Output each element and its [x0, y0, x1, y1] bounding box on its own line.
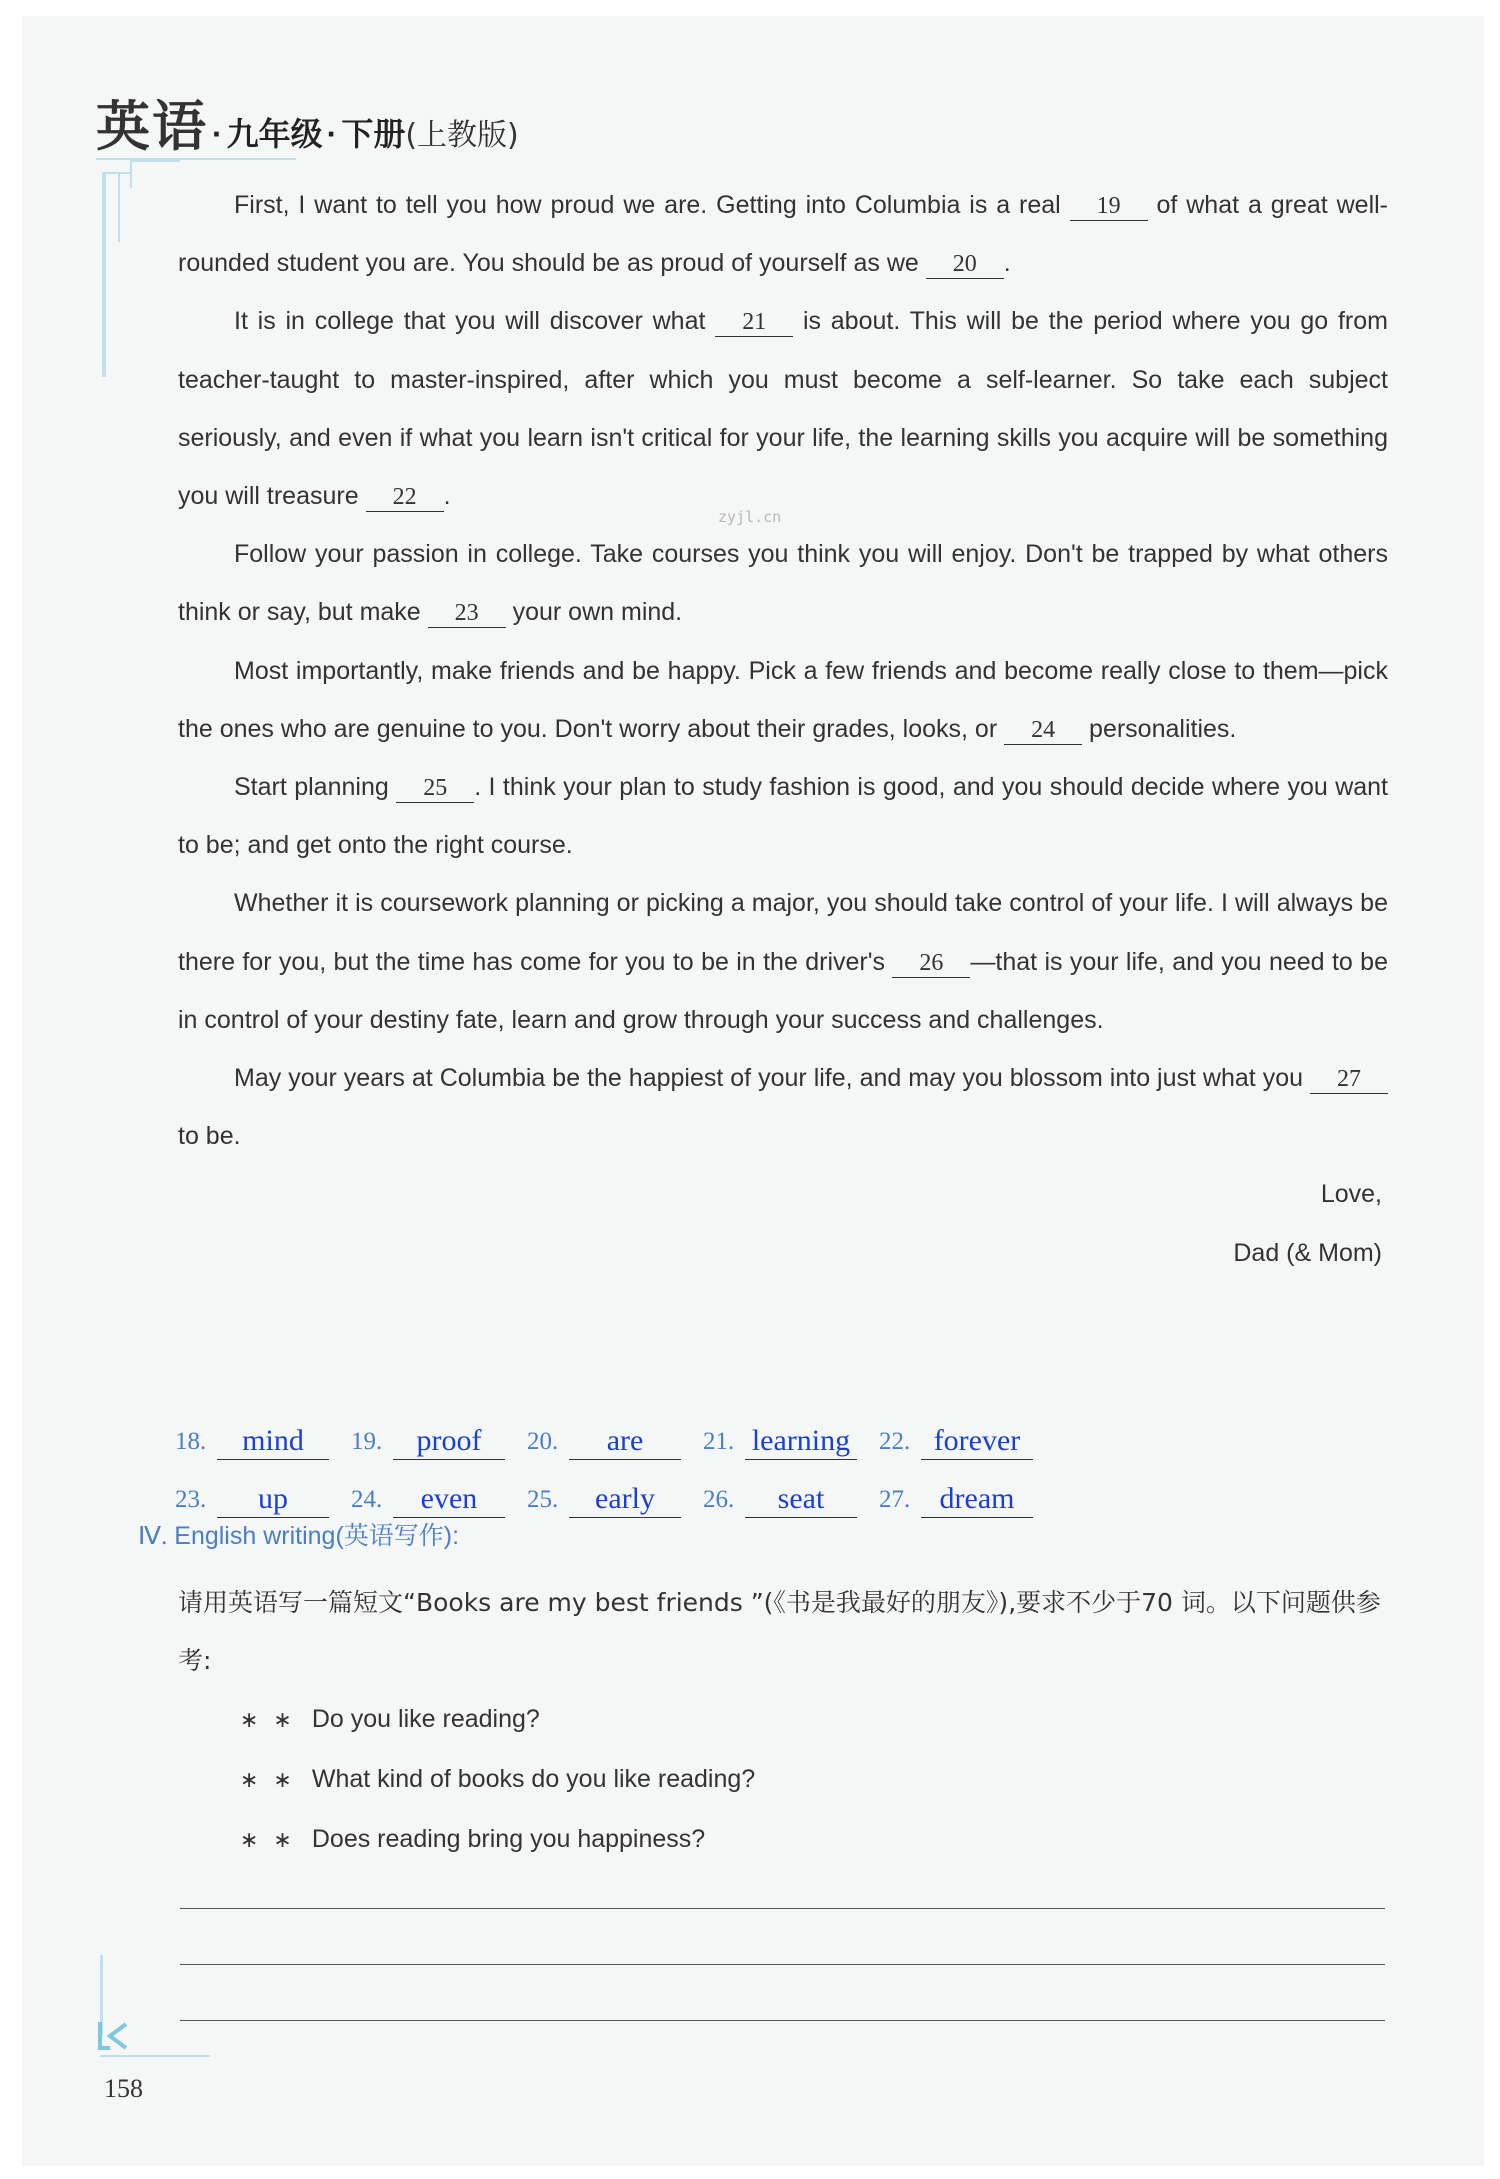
writing-line [180, 1908, 1385, 1909]
answer-row [175, 1460, 1075, 1518]
answer-word: are [569, 1423, 681, 1460]
subject-title: 英语 [96, 95, 208, 158]
blank-23: 23 [428, 599, 506, 628]
paragraph-text: is about. This will be the period where you go from teacher-taught to master-inspired, after which you must become a self-learner. So take each subject seriously, and even if what you learn isn't critical for your life, the learning skills you acquire will be something you will treasure [178, 307, 1388, 511]
answer-item [175, 1481, 351, 1518]
answer-word: proof [393, 1423, 505, 1460]
book-header [96, 84, 519, 158]
paragraph-text: your own mind. [505, 598, 683, 627]
paragraph [178, 1049, 1388, 1165]
paragraph-text: to be. [178, 1122, 241, 1151]
answer-word: dream [921, 1481, 1033, 1518]
asterisk-bullet: ∗ ∗ [240, 1828, 296, 1853]
answer-number: 24. [351, 1486, 383, 1513]
separator-dot: · [326, 116, 338, 152]
page-number: 158 [104, 2074, 143, 2103]
letter-closing: Love, [1320, 1180, 1382, 1209]
paragraph-text: . I think your plan to study fashion is good, and you should decide where you want to be; and get onto the right course. [178, 773, 1388, 860]
section-heading [138, 1516, 459, 1552]
answer-word: seat [745, 1481, 857, 1518]
edition-label: (上教版) [405, 118, 519, 153]
answer-item [879, 1423, 1055, 1460]
paragraph-text: Most importantly, make friends and be happy. Pick a few friends and become really close to them—pick the ones who are genuine to you. Don't worry about their grades, looks, or [178, 656, 1388, 743]
letter-signature: Dad (& Mom) [1233, 1238, 1382, 1267]
decorative-line [102, 172, 132, 174]
answer-word: mind [217, 1423, 329, 1460]
answer-number: 20. [527, 1428, 559, 1455]
paragraph [178, 758, 1388, 874]
separator-dot: · [212, 116, 223, 152]
question-item [240, 1810, 755, 1870]
paragraph [178, 642, 1388, 758]
paragraph-text: personalities. [1082, 714, 1237, 743]
section-title: English writing(英语写作): [167, 1522, 460, 1550]
answer-item [351, 1423, 527, 1460]
question-text: What kind of books do you like reading? [311, 1765, 756, 1793]
paragraph-text: —that is your life, and you need to be in control of your destiny fate, learn and grow through your success and challenges. [178, 947, 1388, 1034]
decorative-line [102, 172, 106, 377]
blank-22: 22 [366, 483, 444, 512]
watermark: zyjl.cn [718, 508, 782, 526]
section-number: Ⅳ. [138, 1523, 168, 1550]
paragraph-text: Whether it is coursework planning or picking a major, you should take control of your life. I will always be there for you, but the time has come for you to be in the driver's [178, 889, 1388, 976]
answer-item [527, 1481, 703, 1518]
answer-item [175, 1423, 351, 1460]
blank-24: 24 [1004, 716, 1082, 745]
blank-25: 25 [396, 774, 474, 803]
answer-word: up [217, 1481, 329, 1518]
answer-number: 26. [703, 1486, 735, 1513]
answer-word: even [393, 1481, 505, 1518]
blank-21: 21 [715, 308, 793, 337]
paragraph [178, 176, 1388, 292]
answer-key [175, 1402, 1075, 1518]
question-item [240, 1690, 755, 1750]
answer-item [351, 1481, 527, 1518]
question-text: Do you like reading? [311, 1705, 540, 1733]
answer-number: 21. [703, 1428, 735, 1455]
asterisk-bullet: ∗ ∗ [240, 1708, 296, 1733]
answer-item [879, 1481, 1055, 1518]
question-item [240, 1750, 755, 1810]
answer-row [175, 1402, 1075, 1460]
volume-label: 下册 [341, 115, 406, 153]
blank-20: 20 [926, 250, 1004, 279]
answer-number: 18. [175, 1428, 207, 1455]
answer-item [703, 1423, 879, 1460]
asterisk-bullet: ∗ ∗ [240, 1768, 296, 1793]
blank-27: 27 [1310, 1065, 1388, 1094]
writing-line [180, 1964, 1385, 1965]
paragraph [178, 525, 1388, 641]
writing-line [180, 2020, 1385, 2021]
answer-word: learning [745, 1423, 857, 1460]
letter-body [178, 176, 1388, 1282]
paragraph-text: Start planning [234, 773, 397, 802]
paragraph-text: of what a great well-rounded student you are. You should be as proud of yourself as we [178, 191, 1388, 278]
answer-number: 19. [351, 1428, 383, 1455]
answer-item [527, 1423, 703, 1460]
corner-arrow-icon [96, 2018, 136, 2057]
blank-26: 26 [892, 949, 970, 978]
decorative-line [96, 158, 296, 160]
decorative-line [118, 172, 120, 242]
grade-label: 九年级 [226, 115, 323, 153]
paragraph-text: It is in college that you will discover what [234, 307, 716, 336]
paragraph-text: First, I want to tell you how proud we are. Getting into Columbia is a real [234, 191, 1070, 219]
answer-number: 25. [527, 1486, 559, 1513]
answer-item [703, 1481, 879, 1518]
blank-19: 19 [1070, 192, 1148, 221]
answer-number: 22. [879, 1428, 911, 1455]
decorative-line [130, 160, 180, 162]
paragraph-text: . [443, 482, 451, 511]
paragraph-text: Follow your passion in college. Take courses you think you will enjoy. Don't be trapped by what others think or say, but make [178, 540, 1388, 627]
decorative-line [130, 160, 132, 188]
question-text: Does reading bring you happiness? [311, 1825, 706, 1853]
answer-word: forever [921, 1423, 1033, 1460]
paragraph [178, 292, 1388, 525]
answer-number: 27. [879, 1486, 911, 1513]
answer-word: early [569, 1481, 681, 1518]
writing-prompt: 请用英语写一篇短文“Books are my best friends ”(《书是我最好的朋友》),要求不少于70 词。以下问题供参考: [178, 1588, 1381, 1675]
paragraph [178, 874, 1388, 1049]
paragraph-text: May your years at Columbia be the happiest of your life, and may you blossom into just what you [234, 1064, 1310, 1093]
answer-number: 23. [175, 1486, 207, 1513]
question-list [240, 1690, 755, 1870]
paragraph-text: . [1003, 249, 1011, 278]
